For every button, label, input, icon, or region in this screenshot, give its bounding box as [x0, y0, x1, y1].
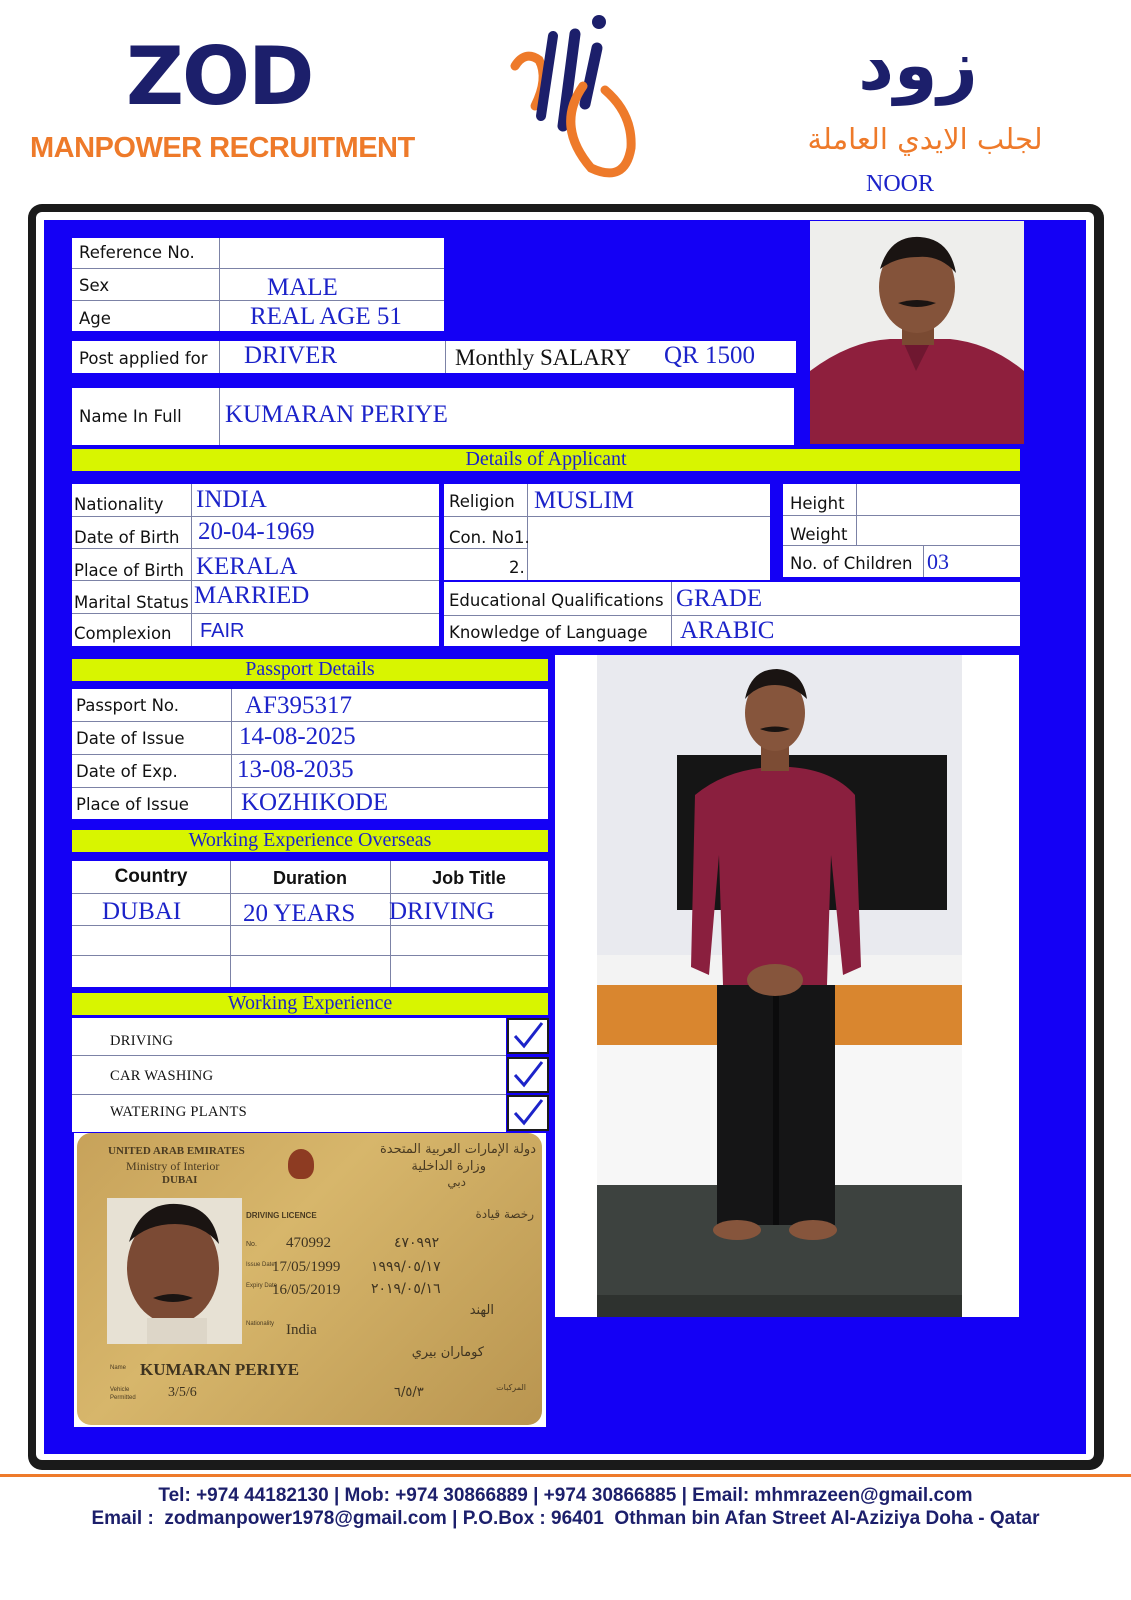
education-value: GRADE: [676, 585, 763, 612]
overseas-country-value: DUBAI: [102, 898, 182, 925]
full-name-value: KUMARAN PERIYE: [225, 401, 448, 428]
religion-value: MUSLIM: [534, 487, 635, 514]
licence-issue-label: Issue Date: [246, 1262, 275, 1268]
licence-vehicle-value: 3/5/6: [168, 1385, 197, 1400]
overseas-duration-value: 20 YEARS: [243, 900, 356, 927]
complexion-value: FAIR: [200, 620, 245, 642]
licence-vehicle-value-ar: ٦/٥/٣: [394, 1385, 424, 1400]
complexion-label: Complexion: [74, 624, 172, 643]
nationality-value: INDIA: [196, 486, 267, 513]
licence-nationality-value: India: [286, 1322, 317, 1338]
brand-name-ar: زود: [858, 24, 978, 106]
licence-emblem-icon: [288, 1149, 314, 1179]
licence-expiry-label: Expiry Date: [246, 1283, 278, 1289]
post-value: DRIVER: [244, 342, 338, 369]
experience-checkbox-watering-plants[interactable]: [507, 1095, 549, 1131]
passport-issue-label: Date of Issue: [76, 729, 185, 748]
experience-item-car-washing: CAR WASHING: [110, 1068, 214, 1084]
experience-checkbox-car-washing[interactable]: [507, 1057, 549, 1093]
passport-issue-value: 14-08-2025: [239, 723, 356, 750]
language-label: Knowledge of Language: [449, 623, 648, 642]
licence-photo: [107, 1198, 242, 1344]
passport-section-title: Passport Details: [72, 659, 548, 681]
contact-2-label: 2.: [509, 558, 525, 577]
weight-label: Weight: [790, 525, 848, 544]
licence-ministry-ar: وزارة الداخلية: [411, 1159, 486, 1174]
applicant-full-length-photo: [555, 655, 1019, 1317]
licence-nationality-label: Nationality: [246, 1321, 275, 1327]
passport-expiry-label: Date of Exp.: [76, 762, 178, 781]
brand-logo-icon: [495, 8, 685, 184]
noor-label: NOOR: [866, 171, 935, 197]
footer-contact-line-2: Email : zodmanpower1978@gmail.com | P.O.Box : 96401 Othman bin Afan Street Al-Aziziya Doha - Qatar: [91, 1508, 1040, 1529]
licence-title-ar: رخصة قيادة: [475, 1207, 534, 1221]
licence-number-value-ar: ٤٧٠٩٩٢: [394, 1235, 440, 1251]
licence-name-value-ar: كوماران بيري: [411, 1345, 484, 1360]
marital-value: MARRIED: [194, 582, 310, 609]
overseas-header-duration: Duration: [273, 868, 347, 888]
experience-section-title: Working Experience: [72, 993, 548, 1015]
overseas-header-job-title: Job Title: [432, 868, 506, 888]
brand-subtitle-ar: لجلب الايدي العاملة: [807, 122, 1043, 156]
applicant-portrait-photo: [810, 221, 1024, 444]
footer-divider: [0, 1474, 1131, 1477]
nationality-label: Nationality: [74, 495, 164, 514]
licence-city-ar: دبي: [447, 1175, 466, 1189]
licence-number-label: No.: [246, 1241, 257, 1248]
brand-subtitle-en: MANPOWER RECRUITMENT: [30, 132, 415, 164]
dob-value: 20-04-1969: [198, 518, 315, 545]
overseas-header-country: Country: [114, 866, 188, 887]
licence-country-en: UNITED ARAB EMIRATES: [108, 1145, 245, 1157]
checkmark-icon: [509, 1020, 547, 1052]
licence-nationality-value-ar: الهند: [469, 1303, 494, 1318]
pob-label: Place of Birth: [74, 561, 184, 580]
experience-item-driving: DRIVING: [110, 1033, 174, 1049]
experience-checkbox-driving[interactable]: [507, 1018, 549, 1054]
education-label: Educational Qualifications: [449, 591, 664, 610]
details-section-title: Details of Applicant: [72, 449, 1020, 471]
children-label: No. of Children: [790, 554, 913, 573]
licence-title-en: DRIVING LICENCE: [246, 1211, 317, 1220]
licence-ministry-en: Ministry of Interior: [126, 1159, 220, 1173]
age-value: REAL AGE 51: [250, 303, 402, 330]
post-label: Post applied for: [79, 349, 208, 368]
age-label: Age: [79, 309, 111, 328]
dob-label: Date of Birth: [74, 528, 180, 547]
brand-name-en: ZOD: [126, 30, 313, 123]
salary-value: QR 1500: [664, 342, 755, 369]
passport-number-label: Passport No.: [76, 696, 179, 715]
overseas-job-title-value: DRIVING: [389, 898, 495, 925]
licence-expiry-value: 16/05/2019: [272, 1282, 341, 1298]
passport-number-value: AF395317: [245, 692, 352, 719]
licence-vehicle-label-ar: المركبات: [496, 1383, 526, 1392]
sex-label: Sex: [79, 276, 110, 295]
salary-label: Monthly SALARY: [455, 345, 631, 370]
licence-vehicle-label: Vehicle Permitted: [110, 1387, 136, 1401]
children-value: 03: [927, 549, 949, 574]
licence-number-value: 470992: [286, 1235, 331, 1251]
passport-place-value: KOZHIKODE: [241, 789, 389, 816]
contact-1-label: Con. No1.: [449, 528, 530, 547]
passport-place-label: Place of Issue: [76, 795, 189, 814]
language-value: ARABIC: [680, 617, 775, 644]
licence-expiry-value-ar: ٢٠١٩/٠٥/١٦: [371, 1281, 441, 1297]
checkmark-icon: [509, 1097, 547, 1129]
full-name-label: Name In Full: [79, 407, 182, 426]
pob-value: KERALA: [196, 553, 298, 580]
marital-label: Marital Status: [74, 593, 189, 612]
checkmark-icon: [509, 1059, 547, 1091]
passport-expiry-value: 13-08-2035: [237, 756, 354, 783]
religion-label: Religion: [449, 492, 515, 511]
licence-issue-value-ar: ١٩٩٩/٠٥/١٧: [371, 1259, 441, 1275]
licence-name-value: KUMARAN PERIYE: [140, 1360, 300, 1379]
footer-contact-line-1: Tel: +974 44182130 | Mob: +974 30866889 | +974 30866885 | Email: mhmrazeen@gmail.com: [158, 1485, 973, 1506]
overseas-section-title: Working Experience Overseas: [72, 830, 548, 852]
licence-country-ar: دولة الإمارات العربية المتحدة: [379, 1142, 536, 1157]
licence-city-en: DUBAI: [162, 1174, 198, 1186]
sex-value: MALE: [267, 274, 338, 301]
height-label: Height: [790, 494, 845, 513]
licence-name-label: Name: [110, 1365, 127, 1371]
licence-issue-value: 17/05/1999: [272, 1259, 341, 1275]
driving-licence-card: [74, 1133, 546, 1427]
reference-label: Reference No.: [79, 243, 195, 262]
experience-item-watering-plants: WATERING PLANTS: [110, 1104, 248, 1120]
